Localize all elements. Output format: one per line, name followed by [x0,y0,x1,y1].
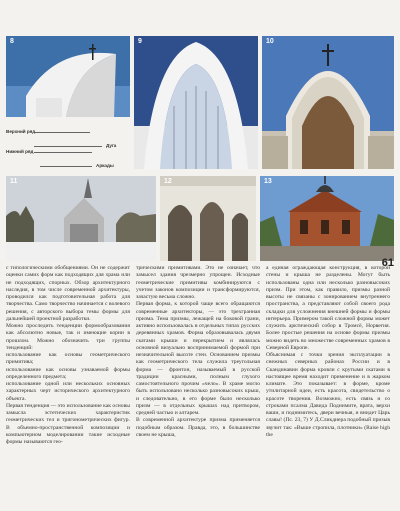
figure-12-photo [160,176,256,261]
figure-13-number: 13 [264,178,272,185]
paragraph: использование как основы геометрического примитива; [6,352,130,366]
paragraph: с типологическими обобщениями. Он не содержит оценки самих форм как подходящих для храма или не подходящих, спорных. Обзор архитектурного наследия, в том числе современной архитектуры, проводился как подготовительная работа для творчества. Само творчество начинается с волевого решения, с авторского выбора темы формы для дальнейшей проектной разработки. [6,265,130,322]
figure-10-number: 10 [266,38,274,45]
paragraph: Объяснимая с точки зрения эксплуатации в снежных северных районах России и в Скандинавии форма кровли с крутыми скатами в настоящее время находит применение и в жарком климате. Это показывает: в форме, кроме утилитарной идеи, есть красота, свидетельство о красоте творения. Возможно, есть связь и со строками псалма Давида Поднимите, врата, верхи ваши, и поднимитесь, двери вечныя, и внидет Царь славы! (Пс. 23, 7) У Д.Сликдиера подобный призыв звучит так: «Выше стропила, плотники» (Raise high the [266,352,390,438]
text-column-2 [136,265,260,509]
paragraph: Можно проследить тенденции формообразования как абсолютно новые, так и имеющие корни в прошлом. Можно обозначить три группы тенденций: [6,323,130,351]
legend-leader-line [34,152,92,153]
paragraph: а единая ограждающая конструкция, в которой стены и крыша не разделены. Могут быть использованы одна или несколько разновысоких призм. При этом, как правило, призмы разной высоты не связаны с зонированием внутреннего пространства, а представляют собой своего рода складки для усложнения внешней формы и формы интерьера. Примером такой сложной формы может служить арктический собор в Тромсё, Норвегия. Более простые решения на основе формы призмы можно видеть во множестве современных храмов в Северной Европе. [266,265,390,351]
legend-arc: Дуга [106,143,117,148]
figure-11-photo [6,176,156,261]
text-column-3 [266,265,390,509]
paragraph: трическими примитивами. Это не означает, что замысел здания чрезмерно упрощен. Исходные геометрические примитивы комбинируются с учетом законов композиции и трансформируются, зачастую весьма сложно. [136,265,260,300]
paragraph: использование одной или нескольких основных характерных черт исторического архитектурного объекта. [6,381,130,402]
legend-leader-line [40,166,92,167]
legend-leader-line [34,132,90,133]
legend-top-row: Верхний ряд [6,129,36,134]
page-number: 61 [381,257,394,269]
figure-8-number: 8 [10,38,14,45]
figure-9-photo [134,36,258,169]
paragraph: Первая форма, к которой чаще всего обращаются современные архитекторы, — это трехгранная призма. Тема призмы, лежащей на боковой грани, активно использовалась в отдельных типах русских деревянных храмов. Форма образовывалась двумя скатами крыши и перекрытием и являлась основной визуально воспринимаемой формой при незначительной высоте стен. Основанием призмы как геометрического тела служила треугольная форма — фронтон, называемый в русской традиции красными, полным глухого самостоятельного прочим «чело». В храме могло быть использовано несколько разновысоких крыш, и следовательно, в его форме было несколько призм — в отдельных крышах над притвором, средней частью и алтарем. [136,301,260,416]
text-column-1 [6,265,130,509]
legend-arcades: Аркады [96,163,114,168]
legend-bottom-row: Нижний ряд [6,149,34,154]
figure-10-photo [262,36,394,169]
paragraph: использование как основы узнаваемой формы определенного предмета; [6,366,130,380]
figure-12-number: 12 [164,178,172,185]
legend-leader-line [34,146,102,147]
figure-11-number: 11 [10,178,18,185]
paragraph: Первая тенденция — это использование как основы замысла эстетических характеристик геометрических тел и тригонометрических фигур. В объемно-пространственной композиции и компьютерном моделировании такие исходные формы называются гео- [6,402,130,445]
figure-9-number: 9 [138,38,142,45]
figure-8-photo [6,36,130,117]
paragraph: В современной архитектуре призма применяется подобным образом. Правда, это, в большинстве своем не крыша, [136,417,260,438]
figure-13-photo [260,176,394,261]
